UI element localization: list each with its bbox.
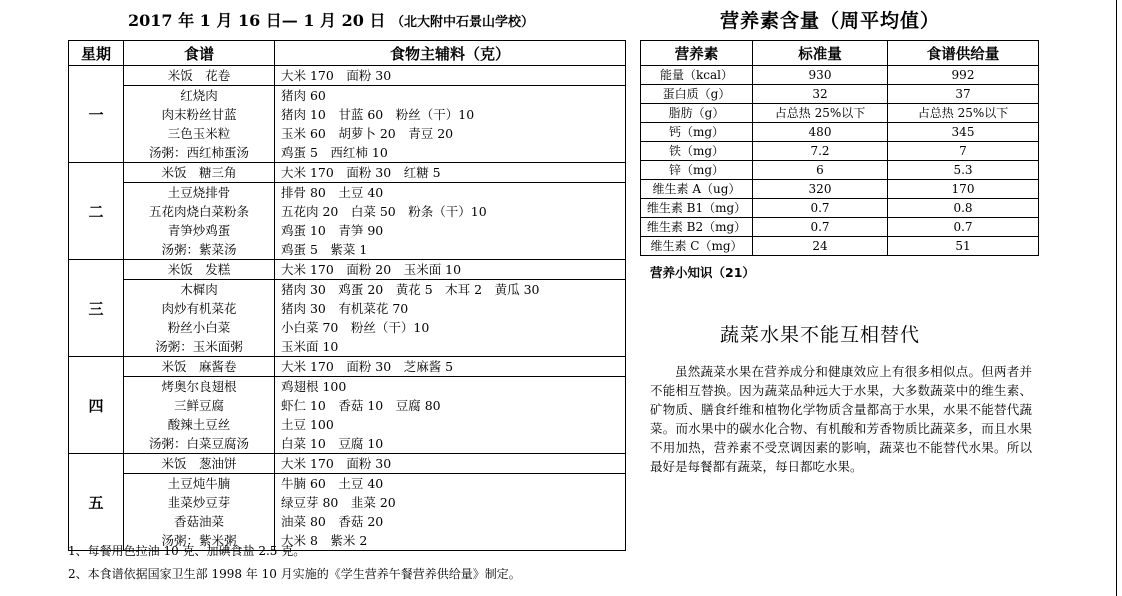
dish-item: 木樨肉 — [180, 282, 218, 297]
staple-dish-cell — [124, 163, 275, 183]
nutrient-name: 维生素 B1（mg） — [641, 199, 753, 218]
tip-label: 营养小知识（21） — [650, 265, 755, 280]
menu-header-row — [69, 41, 626, 66]
nutrient-standard: 7.2 — [753, 142, 888, 161]
dishes-cell — [124, 86, 275, 163]
staple-ingredients: 大米 170 面粉 20 玉米面 10 — [281, 262, 462, 277]
staple-ingredients-cell — [275, 260, 626, 280]
staple-ingredients-cell — [275, 163, 626, 183]
menu-dishes-row — [69, 280, 626, 357]
staple-dish-cell — [124, 357, 275, 377]
ingredient-item: 白菜 10 豆腐 10 — [281, 436, 384, 451]
dish-item: 香菇油菜 — [173, 514, 224, 529]
nutrition-row — [641, 85, 1039, 104]
nutrient-standard: 6 — [753, 161, 888, 180]
header-weekday: 星期 — [69, 41, 124, 66]
nutrient-standard: 占总热 25%以下 — [753, 104, 888, 123]
school-name: （北大附中石景山学校） — [391, 15, 535, 30]
dish-item: 汤粥：紫菜汤 — [161, 242, 237, 257]
nutrition-row — [641, 142, 1039, 161]
dish-item: 五花肉烧白菜粉条 — [148, 204, 249, 219]
dishes-cell — [124, 474, 275, 551]
staple-ingredients: 大米 170 面粉 30 — [281, 456, 392, 471]
nutrition-row — [641, 104, 1039, 123]
nutrient-name: 维生素 B2（mg） — [641, 218, 753, 237]
dish-item: 汤粥：白菜豆腐汤 — [148, 436, 249, 451]
menu-staple-row — [69, 163, 626, 183]
ingredient-item: 玉米 60 胡萝卜 20 青豆 20 — [281, 126, 454, 141]
ingredient-item: 猪肉 10 甘蓝 60 粉丝（干）10 — [281, 107, 475, 122]
header-recipe: 食谱 — [124, 41, 275, 66]
dish-item: 酸辣土豆丝 — [167, 417, 231, 432]
staple-ingredients: 大米 170 面粉 30 红糖 5 — [281, 165, 441, 180]
nutrition-table — [640, 40, 1039, 256]
staple-dish: 米饭 花卷 — [167, 68, 231, 83]
ingredient-item: 土豆 100 — [281, 417, 334, 432]
footnote-2: 2、本食谱依据国家卫生部 1998 年 10 月实施的《学生营养午餐营养供给量》制定。 — [68, 567, 521, 581]
nutrient-standard: 32 — [753, 85, 888, 104]
nutrition-row — [641, 161, 1039, 180]
nutrient-standard: 930 — [753, 66, 888, 85]
nutrition-header-row — [641, 41, 1039, 66]
nutrient-supply: 0.7 — [888, 218, 1039, 237]
weekday-cell: 三 — [69, 260, 124, 357]
dish-item: 红烧肉 — [180, 88, 218, 103]
staple-dish-cell — [124, 454, 275, 474]
ingredient-item: 五花肉 20 白菜 50 粉条（干）10 — [281, 204, 487, 219]
dishes-cell — [124, 377, 275, 454]
ingredients-cell — [275, 474, 626, 551]
ingredient-item: 虾仁 10 香菇 10 豆腐 80 — [281, 398, 441, 413]
menu-body — [69, 66, 626, 551]
header-ingredients: 食物主辅料（克） — [275, 41, 626, 66]
dish-item: 青笋炒鸡蛋 — [167, 223, 231, 238]
nutrition-row — [641, 199, 1039, 218]
nutrition-row — [641, 123, 1039, 142]
staple-dish: 米饭 糖三角 — [161, 165, 237, 180]
ingredients-cell — [275, 377, 626, 454]
nutrition-row — [641, 66, 1039, 85]
dish-item: 三鲜豆腐 — [173, 398, 224, 413]
weekday-cell: 四 — [69, 357, 124, 454]
ingredient-item: 猪肉 30 有机菜花 70 — [281, 301, 409, 316]
nutrient-name: 维生素 C（mg） — [641, 237, 753, 256]
ingredient-item: 牛腩 60 土豆 40 — [281, 476, 384, 491]
nutrition-row — [641, 237, 1039, 256]
nutrient-supply: 占总热 25%以下 — [888, 104, 1039, 123]
menu-dishes-row — [69, 86, 626, 163]
nutrient-supply: 345 — [888, 123, 1039, 142]
dish-item: 肉末粉丝甘蓝 — [161, 107, 237, 122]
nutrition-body — [641, 66, 1039, 256]
nutrient-supply: 7 — [888, 142, 1039, 161]
staple-ingredients-cell — [275, 454, 626, 474]
ingredients-cell — [275, 183, 626, 260]
menu-staple-row — [69, 357, 626, 377]
ingredient-item: 猪肉 30 鸡蛋 20 黄花 5 木耳 2 黄瓜 30 — [281, 282, 540, 297]
ingredient-item: 油菜 80 香菇 20 — [281, 514, 384, 529]
dish-item: 土豆烧排骨 — [167, 185, 231, 200]
menu-dishes-row — [69, 474, 626, 551]
article-body: 虽然蔬菜水果在营养成分和健康效应上有很多相似点。但两者并不能相互替换。因为蔬菜品种远大于水果，大多数蔬菜中的维生素、矿物质、膳食纤维和植物化学物质含量都高于水果，水果不能替代蔬菜。而水果中的碳水化合物、有机酸和芳香物质比蔬菜多，而且水果不用加热，营养素不受烹调因素的影响，蔬菜也不能替代水果。所以最好是每餐都有蔬菜，每日都吃水果。 — [650, 364, 1032, 474]
dishes-cell — [124, 183, 275, 260]
nutrient-name: 脂肪（g） — [641, 104, 753, 123]
dish-item: 汤粥：玉米面粥 — [155, 339, 243, 354]
ingredient-item: 鸡蛋 5 西红柿 10 — [281, 145, 388, 160]
menu-table — [68, 40, 626, 551]
nutrient-supply: 5.3 — [888, 161, 1039, 180]
page-border — [1116, 0, 1117, 596]
ingredient-item: 小白菜 70 粉丝（干）10 — [281, 320, 430, 335]
menu-staple-row — [69, 66, 626, 86]
dish-item: 汤粥：紫米粥 — [161, 533, 237, 548]
menu-staple-row — [69, 260, 626, 280]
dish-item: 粉丝小白菜 — [167, 320, 231, 335]
nutrient-standard: 0.7 — [753, 199, 888, 218]
nutrient-standard: 320 — [753, 180, 888, 199]
nutrient-name: 能量（kcal） — [641, 66, 753, 85]
nutrient-standard: 480 — [753, 123, 888, 142]
nutrient-standard: 0.7 — [753, 218, 888, 237]
ingredient-item: 猪肉 60 — [281, 88, 326, 103]
nutrient-standard: 24 — [753, 237, 888, 256]
nutrient-name: 维生素 A（ug） — [641, 180, 753, 199]
header-nutrient: 营养素 — [641, 41, 753, 66]
staple-dish-cell — [124, 260, 275, 280]
nutrient-name: 蛋白质（g） — [641, 85, 753, 104]
staple-dish: 米饭 发糕 — [167, 262, 231, 277]
menu-dishes-row — [69, 377, 626, 454]
nutrient-supply: 170 — [888, 180, 1039, 199]
staple-ingredients-cell — [275, 66, 626, 86]
nutrition-row — [641, 218, 1039, 237]
ingredients-cell — [275, 86, 626, 163]
ingredient-item: 鸡蛋 10 青笋 90 — [281, 223, 384, 238]
nutrient-supply: 992 — [888, 66, 1039, 85]
dish-item: 烤奥尔良翅根 — [161, 379, 237, 394]
nutrient-name: 铁（mg） — [641, 142, 753, 161]
nutrition-title: 营养素含量（周平均值） — [720, 10, 941, 32]
staple-ingredients: 大米 170 面粉 30 — [281, 68, 392, 83]
staple-dish: 米饭 麻酱卷 — [161, 359, 237, 374]
nutrient-supply: 37 — [888, 85, 1039, 104]
ingredients-cell — [275, 280, 626, 357]
weekday-cell: 五 — [69, 454, 124, 551]
footnote-1: 1、每餐用色拉油 10 克、加碘食盐 2.5 克。 — [68, 544, 306, 558]
ingredient-item: 玉米面 10 — [281, 339, 339, 354]
menu-date-range: 2017 年 1 月 16 日— 1 月 20 日 — [128, 11, 386, 30]
staple-dish: 米饭 葱油饼 — [161, 456, 237, 471]
staple-dish-cell — [124, 66, 275, 86]
menu-dishes-row — [69, 183, 626, 260]
article-title: 蔬菜水果不能互相替代 — [720, 324, 921, 346]
staple-ingredients-cell — [275, 357, 626, 377]
nutrition-row — [641, 180, 1039, 199]
weekday-cell: 一 — [69, 66, 124, 163]
ingredient-item: 鸡蛋 5 紫菜 1 — [281, 242, 368, 257]
weekday-cell: 二 — [69, 163, 124, 260]
dish-item: 三色玉米粒 — [167, 126, 231, 141]
ingredient-item: 绿豆芽 80 韭菜 20 — [281, 495, 396, 510]
dish-item: 土豆炖牛腩 — [167, 476, 231, 491]
dish-item: 韭菜炒豆芽 — [167, 495, 231, 510]
ingredient-item: 鸡翅根 100 — [281, 379, 347, 394]
header-standard: 标准量 — [753, 41, 888, 66]
ingredient-item: 大米 8 紫米 2 — [281, 533, 368, 548]
nutrient-name: 钙（mg） — [641, 123, 753, 142]
staple-ingredients: 大米 170 面粉 30 芝麻酱 5 — [281, 359, 454, 374]
ingredient-item: 排骨 80 土豆 40 — [281, 185, 384, 200]
nutrient-supply: 51 — [888, 237, 1039, 256]
dish-item: 肉炒有机菜花 — [161, 301, 237, 316]
nutrient-name: 锌（mg） — [641, 161, 753, 180]
dishes-cell — [124, 280, 275, 357]
menu-staple-row — [69, 454, 626, 474]
nutrient-supply: 0.8 — [888, 199, 1039, 218]
dish-item: 汤粥：西红柿蛋汤 — [148, 145, 249, 160]
menu-title — [128, 8, 534, 31]
header-supply: 食谱供给量 — [888, 41, 1039, 66]
